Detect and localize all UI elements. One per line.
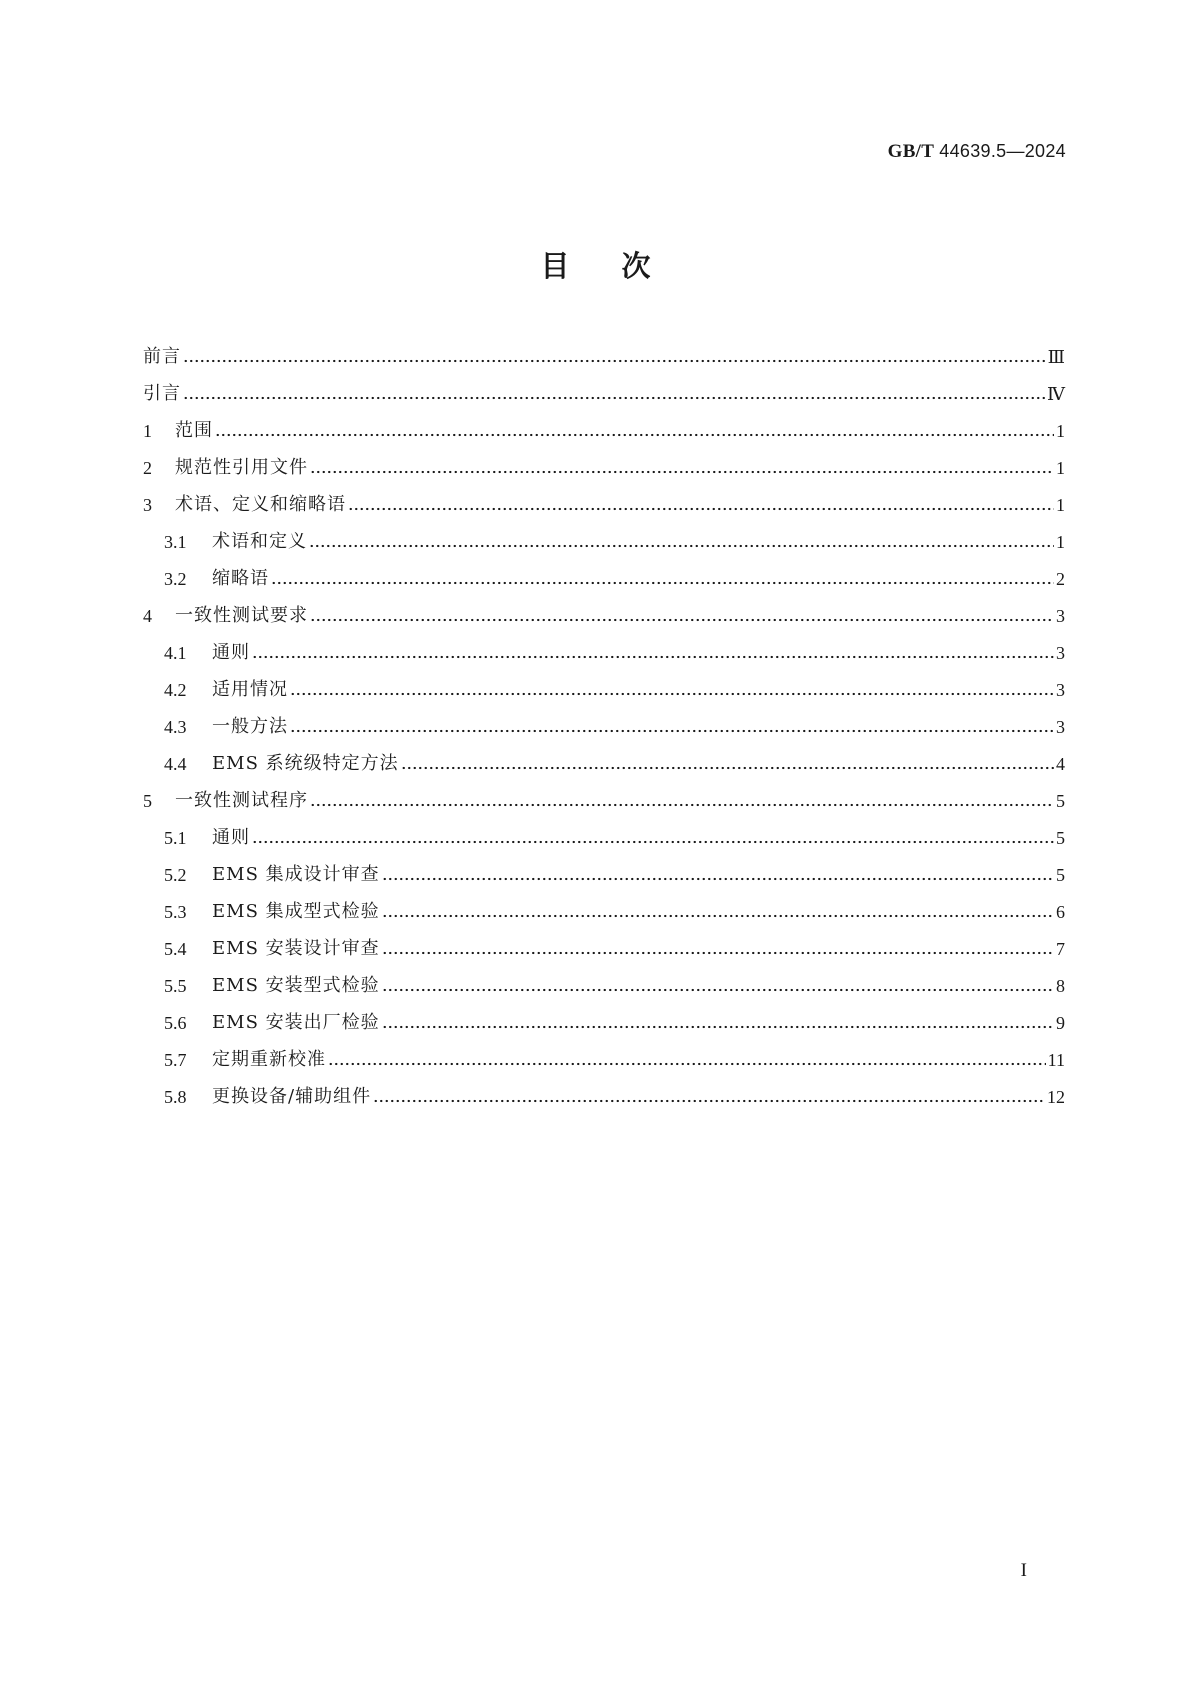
toc-dot-leader bbox=[382, 976, 1054, 996]
toc-entry-label: 适用情况 bbox=[212, 678, 288, 700]
toc-entry[interactable] bbox=[143, 708, 1065, 745]
toc-title: 目次 bbox=[540, 249, 703, 283]
toc-entry-page: 8 bbox=[1056, 975, 1065, 996]
toc-entry-label: 一般方法 bbox=[212, 715, 288, 737]
toc-entry-number: 3 bbox=[143, 494, 152, 515]
toc-entry[interactable] bbox=[143, 930, 1065, 967]
toc-dot-leader bbox=[252, 828, 1054, 848]
table-of-contents bbox=[143, 338, 1065, 1115]
toc-entry-label: 通则 bbox=[212, 826, 250, 848]
toc-entry[interactable] bbox=[143, 856, 1065, 893]
toc-entry[interactable] bbox=[143, 597, 1065, 634]
toc-entry-page: 3 bbox=[1056, 605, 1065, 626]
toc-entry-page: 3 bbox=[1056, 716, 1065, 737]
toc-entry-page: 11 bbox=[1047, 1049, 1065, 1070]
toc-dot-leader bbox=[310, 458, 1054, 478]
toc-entry[interactable] bbox=[143, 893, 1065, 930]
toc-dot-leader bbox=[310, 606, 1054, 626]
toc-entry[interactable] bbox=[143, 560, 1065, 597]
toc-entry[interactable] bbox=[143, 523, 1065, 560]
toc-entry-label: EMS 安装型式检验 bbox=[212, 974, 380, 996]
toc-dot-leader bbox=[382, 865, 1054, 885]
toc-entry[interactable] bbox=[143, 1004, 1065, 1041]
toc-entry-number: 4.3 bbox=[164, 716, 187, 737]
toc-entry-number: 5.7 bbox=[164, 1049, 187, 1070]
toc-entry-page: Ⅳ bbox=[1047, 383, 1065, 404]
toc-entry-number: 4.4 bbox=[164, 753, 187, 774]
toc-entry-label: 术语、定义和缩略语 bbox=[175, 493, 346, 515]
toc-entry-number: 5.8 bbox=[164, 1086, 187, 1107]
toc-entry-page: 1 bbox=[1056, 420, 1065, 441]
toc-entry-page: 3 bbox=[1056, 679, 1065, 700]
toc-dot-leader bbox=[215, 421, 1054, 441]
toc-entry[interactable] bbox=[143, 486, 1065, 523]
toc-entry[interactable] bbox=[143, 375, 1065, 412]
document-code-prefix: GB/T bbox=[887, 141, 935, 162]
toc-dot-leader bbox=[382, 1013, 1054, 1033]
toc-entry-label: EMS 安装设计审查 bbox=[212, 937, 380, 959]
toc-dot-leader bbox=[271, 569, 1054, 589]
toc-dot-leader bbox=[183, 347, 1046, 367]
toc-entry-number: 1 bbox=[143, 420, 152, 441]
toc-entry-label: 通则 bbox=[212, 641, 250, 663]
toc-entry-number: 4.2 bbox=[164, 679, 187, 700]
toc-entry-number: 4.1 bbox=[164, 642, 187, 663]
toc-entry-label: EMS 集成设计审查 bbox=[212, 863, 380, 885]
toc-entry-label: 缩略语 bbox=[212, 567, 269, 589]
toc-entry-number: 5 bbox=[143, 790, 152, 811]
toc-entry[interactable] bbox=[143, 634, 1065, 671]
toc-entry-number: 5.6 bbox=[164, 1012, 187, 1033]
toc-entry-number: 2 bbox=[143, 457, 152, 478]
toc-entry-label: 前言 bbox=[143, 345, 181, 367]
toc-entry-number: 5.4 bbox=[164, 938, 187, 959]
toc-entry-number: 5.5 bbox=[164, 975, 187, 996]
toc-dot-leader bbox=[290, 680, 1054, 700]
toc-entry-number: 4 bbox=[143, 605, 152, 626]
toc-entry-page: 5 bbox=[1056, 864, 1065, 885]
toc-dot-leader bbox=[382, 902, 1054, 922]
toc-entry[interactable] bbox=[143, 412, 1065, 449]
toc-entry[interactable] bbox=[143, 967, 1065, 1004]
toc-entry-page: 1 bbox=[1056, 457, 1065, 478]
toc-entry-page: 1 bbox=[1056, 531, 1065, 552]
toc-entry-label: 定期重新校准 bbox=[212, 1048, 326, 1070]
toc-entry-label: EMS 系统级特定方法 bbox=[212, 752, 399, 774]
toc-entry-label: EMS 安装出厂检验 bbox=[212, 1011, 380, 1033]
toc-entry-number: 3.2 bbox=[164, 568, 187, 589]
toc-entry-label: EMS 集成型式检验 bbox=[212, 900, 380, 922]
toc-entry-number: 3.1 bbox=[164, 531, 187, 552]
toc-entry-page: 12 bbox=[1047, 1086, 1065, 1107]
toc-entry-label: 术语和定义 bbox=[212, 530, 307, 552]
toc-entry-label: 更换设备/辅助组件 bbox=[212, 1085, 372, 1107]
toc-dot-leader bbox=[183, 384, 1045, 404]
toc-entry[interactable] bbox=[143, 782, 1065, 819]
toc-entry[interactable] bbox=[143, 1041, 1065, 1078]
toc-dot-leader bbox=[382, 939, 1054, 959]
toc-entry-label: 引言 bbox=[143, 382, 181, 404]
toc-entry[interactable] bbox=[143, 1078, 1065, 1115]
toc-dot-leader bbox=[252, 643, 1054, 663]
toc-entry-number: 5.2 bbox=[164, 864, 187, 885]
toc-dot-leader bbox=[401, 754, 1054, 774]
toc-entry[interactable] bbox=[143, 819, 1065, 856]
toc-dot-leader bbox=[290, 717, 1054, 737]
toc-entry-number: 5.1 bbox=[164, 827, 187, 848]
toc-entry-label: 一致性测试程序 bbox=[175, 789, 308, 811]
toc-dot-leader bbox=[348, 495, 1054, 515]
toc-entry-page: 4 bbox=[1056, 753, 1065, 774]
toc-entry-number: 5.3 bbox=[164, 901, 187, 922]
document-code bbox=[888, 141, 1066, 163]
page-number: I bbox=[1020, 1560, 1027, 1581]
toc-dot-leader bbox=[310, 791, 1054, 811]
toc-entry-page: 9 bbox=[1056, 1012, 1065, 1033]
toc-entry-page: 5 bbox=[1056, 827, 1065, 848]
toc-entry[interactable] bbox=[143, 449, 1065, 486]
toc-entry-page: 2 bbox=[1056, 568, 1065, 589]
toc-entry-page: 3 bbox=[1056, 642, 1065, 663]
toc-entry-page: 5 bbox=[1056, 790, 1065, 811]
toc-entry-page: 6 bbox=[1056, 901, 1065, 922]
toc-entry-label: 范围 bbox=[175, 419, 213, 441]
toc-entry[interactable] bbox=[143, 338, 1065, 375]
toc-entry-page: Ⅲ bbox=[1047, 346, 1065, 367]
toc-entry-page: 1 bbox=[1056, 494, 1065, 515]
toc-entry-label: 规范性引用文件 bbox=[175, 456, 308, 478]
toc-dot-leader bbox=[309, 532, 1054, 552]
document-code-number: 44639.5—2024 bbox=[939, 141, 1066, 161]
toc-dot-leader bbox=[328, 1050, 1046, 1070]
toc-entry[interactable] bbox=[143, 671, 1065, 708]
toc-entry-label: 一致性测试要求 bbox=[175, 604, 308, 626]
toc-entry[interactable] bbox=[143, 745, 1065, 782]
toc-dot-leader bbox=[373, 1087, 1045, 1107]
toc-entry-page: 7 bbox=[1056, 938, 1065, 959]
